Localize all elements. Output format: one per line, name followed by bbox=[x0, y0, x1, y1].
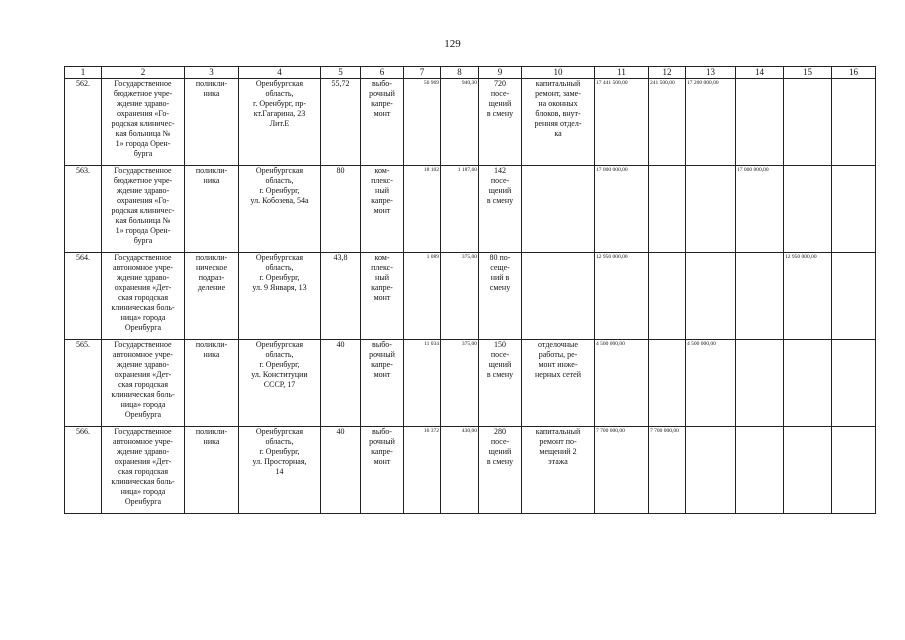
column-header: 2 bbox=[102, 67, 185, 79]
value-col15: 12 950 000,00 bbox=[784, 253, 832, 340]
works-description: капитальный ремонт по- мещений 2 этажа bbox=[522, 427, 595, 514]
value-col8: 940,30 bbox=[441, 79, 479, 166]
value-col14 bbox=[736, 253, 784, 340]
facility-type: поликли- ническое подраз- деление bbox=[185, 253, 239, 340]
column-header: 6 bbox=[361, 67, 404, 79]
value-col13 bbox=[686, 427, 736, 514]
value-col7: 56 969 bbox=[404, 79, 441, 166]
row-number: 565. bbox=[65, 340, 102, 427]
value-col14: 17 000 000,00 bbox=[736, 166, 784, 253]
area-value: 40 bbox=[321, 340, 361, 427]
institution-name: Государственное автономное учре- ждение здраво- охранения «Дет- ская городская клиническая боль- ница» города Оренбурга bbox=[102, 340, 185, 427]
institution-name: Государственное бюджетное учре- ждение здраво- охранения «Го- родская клиничес- кая больница № 1» города Орен- бурга bbox=[102, 166, 185, 253]
page-number: 129 bbox=[444, 38, 461, 50]
facility-type: поликли- ника bbox=[185, 79, 239, 166]
table-row bbox=[65, 166, 876, 253]
row-number: 563. bbox=[65, 166, 102, 253]
value-col16 bbox=[832, 427, 876, 514]
column-number-row bbox=[65, 67, 876, 79]
area-value: 40 bbox=[321, 427, 361, 514]
value-col13 bbox=[686, 253, 736, 340]
repair-type: выбо- рочный капре- монт bbox=[361, 427, 404, 514]
value-col14 bbox=[736, 427, 784, 514]
address: Оренбургская область, г. Оренбург, ул. Конституции СССР, 17 bbox=[239, 340, 321, 427]
column-header: 5 bbox=[321, 67, 361, 79]
works-description bbox=[522, 253, 595, 340]
column-header: 3 bbox=[185, 67, 239, 79]
repair-type: выбо- рочный капре- монт bbox=[361, 340, 404, 427]
value-col11: 17 000 000,00 bbox=[595, 166, 649, 253]
value-col16 bbox=[832, 79, 876, 166]
value-col7: 18 102 bbox=[404, 166, 441, 253]
table-row bbox=[65, 340, 876, 427]
repair-type: ком- плекс- ный капре- монт bbox=[361, 253, 404, 340]
capacity: 80 по- сеще- ний в смену bbox=[479, 253, 522, 340]
column-header: 14 bbox=[736, 67, 784, 79]
institution-name: Государственное автономное учре- ждение здраво- охранения «Дет- ская городская клиническая боль- ница» города Оренбурга bbox=[102, 253, 185, 340]
area-value: 80 bbox=[321, 166, 361, 253]
column-header: 11 bbox=[595, 67, 649, 79]
facility-type: поликли- ника bbox=[185, 340, 239, 427]
row-number: 566. bbox=[65, 427, 102, 514]
column-header: 7 bbox=[404, 67, 441, 79]
value-col16 bbox=[832, 166, 876, 253]
value-col13: 4 500 000,00 bbox=[686, 340, 736, 427]
column-header: 1 bbox=[65, 67, 102, 79]
value-col11: 12 950 000,00 bbox=[595, 253, 649, 340]
column-header: 8 bbox=[441, 67, 479, 79]
repair-type: выбо- рочный капре- монт bbox=[361, 79, 404, 166]
area-value: 55,72 bbox=[321, 79, 361, 166]
value-col12 bbox=[649, 253, 686, 340]
works-description: отделочные работы, ре- монт инже- нерных сетей bbox=[522, 340, 595, 427]
value-col15 bbox=[784, 427, 832, 514]
column-header: 9 bbox=[479, 67, 522, 79]
address: Оренбургская область, г. Оренбург, ул. 9 Января, 13 bbox=[239, 253, 321, 340]
value-col12 bbox=[649, 166, 686, 253]
value-col7: 1 089 bbox=[404, 253, 441, 340]
value-col15 bbox=[784, 166, 832, 253]
row-number: 562. bbox=[65, 79, 102, 166]
capacity: 142 посе- щений в смену bbox=[479, 166, 522, 253]
value-col13 bbox=[686, 166, 736, 253]
value-col12 bbox=[649, 340, 686, 427]
value-col14 bbox=[736, 340, 784, 427]
value-col14 bbox=[736, 79, 784, 166]
capacity: 280 посе- щений в смену bbox=[479, 427, 522, 514]
value-col13: 17 200 000,00 bbox=[686, 79, 736, 166]
column-header: 13 bbox=[686, 67, 736, 79]
repair-table bbox=[64, 66, 876, 514]
capacity: 150 посе- щений в смену bbox=[479, 340, 522, 427]
value-col8: 375,00 bbox=[441, 340, 479, 427]
repair-type: ком- плекс- ный капре- монт bbox=[361, 166, 404, 253]
value-col16 bbox=[832, 340, 876, 427]
table-row bbox=[65, 253, 876, 340]
value-col7: 11 034 bbox=[404, 340, 441, 427]
value-col8: 375,00 bbox=[441, 253, 479, 340]
area-value: 43,8 bbox=[321, 253, 361, 340]
value-col8: 1 187,60 bbox=[441, 166, 479, 253]
value-col7: 16 372 bbox=[404, 427, 441, 514]
address: Оренбургская область, г. Оренбург, ул. Кобозева, 54а bbox=[239, 166, 321, 253]
column-header: 10 bbox=[522, 67, 595, 79]
column-header: 16 bbox=[832, 67, 876, 79]
value-col11: 7 700 000,00 bbox=[595, 427, 649, 514]
facility-type: поликли- ника bbox=[185, 166, 239, 253]
value-col15 bbox=[784, 340, 832, 427]
facility-type: поликли- ника bbox=[185, 427, 239, 514]
column-header: 12 bbox=[649, 67, 686, 79]
table-row bbox=[65, 79, 876, 166]
works-description bbox=[522, 166, 595, 253]
value-col11: 17 441 500,00 bbox=[595, 79, 649, 166]
value-col12: 7 700 000,00 bbox=[649, 427, 686, 514]
value-col15 bbox=[784, 79, 832, 166]
value-col16 bbox=[832, 253, 876, 340]
institution-name: Государственное бюджетное учре- ждение здраво- охранения «Го- родская клиничес- кая больница № 1» города Орен- бурга bbox=[102, 79, 185, 166]
value-col8: 430,00 bbox=[441, 427, 479, 514]
row-number: 564. bbox=[65, 253, 102, 340]
column-header: 4 bbox=[239, 67, 321, 79]
capacity: 720 посе- щений в смену bbox=[479, 79, 522, 166]
column-header: 15 bbox=[784, 67, 832, 79]
value-col12: 241 500,00 bbox=[649, 79, 686, 166]
institution-name: Государственное автономное учре- ждение здраво- охранения «Дет- ская городская клиническая боль- ница» города Оренбурга bbox=[102, 427, 185, 514]
address: Оренбургская область, г. Оренбург, пр- кт.Гагарина, 23 Лит.Е bbox=[239, 79, 321, 166]
works-description: капитальный ремонт, заме- на оконных блоков, внут- ренняя отдел- ка bbox=[522, 79, 595, 166]
address: Оренбургская область, г. Оренбург, ул. Просторная, 14 bbox=[239, 427, 321, 514]
table-row bbox=[65, 427, 876, 514]
value-col11: 4 500 000,00 bbox=[595, 340, 649, 427]
